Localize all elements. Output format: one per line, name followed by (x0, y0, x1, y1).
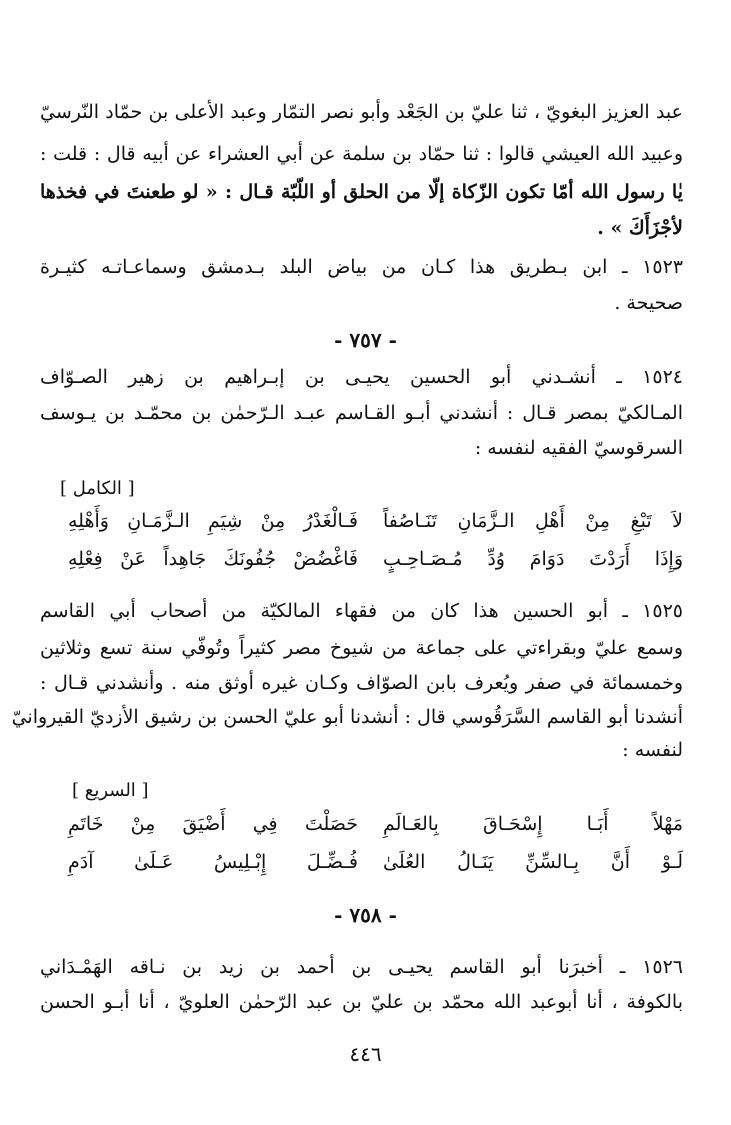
text-line: لنفسه : (622, 739, 683, 761)
text-line: وسمع عليّ وبقراءتي على جماعة من شيوخ مصر كثيراً وتُوفّي سنة تسع وثلاثين (40, 637, 683, 659)
verse-hemistich: لَـوْ أَنَّ بِـالسِّنِّ يَنَـالُ العُلَىٰ (383, 851, 683, 873)
text-line: عبد العزيز البغويّ ، ثنا عليّ بن الجَعْد وأبو نصر التمّار وعبد الأعلى بن حمّاد النّرسيّ (40, 101, 683, 123)
verse-hemistich: فُـضِّـلَ إِبْـلِيسُ عَـلَىٰ آدَمِ (68, 851, 358, 873)
text-line: صحيحة . (614, 292, 683, 314)
text-line: ١٥٢٤ ـ أنشـدني أبو الحسين يحيـى بن إبـراهيم بن زهير الصـوّاف (40, 366, 683, 388)
text-line: يٰا رسول الله أمّا تكون الزّكاة إلّا من الحلق أو اللّبّة قـال : « لو طعنتَ في فخذها (40, 181, 683, 203)
text-line: ١٥٢٣ ـ ابن بـطريق هذا كـان من بياض البلد بـدمشق وسماعـاتـه كثيـرة (40, 256, 683, 278)
text-line: السرقوسيّ الفقيه لنفسه : (474, 437, 683, 459)
page-number: ٤٤٦ (349, 1042, 382, 1066)
verse-hemistich: فَاغْضُضْ جُفُونَكَ جَاهِداً عَنْ فِعْلِهِ (68, 548, 358, 570)
verse-hemistich: فَـالْغَدْرُ مِنْ شِيَمِ الـزَّمَـانِ وَأَهْلِهِ (68, 510, 358, 532)
text-line: ١٥٢٦ ـ أخبرَنا أبو القاسم يحيـى بن أحمد بن زيد بن نـاقه الهَمْـدَاني (40, 956, 683, 978)
section-number: - ٧٥٧ - (334, 328, 397, 352)
verse-hemistich: مَهْلاً أَبَـا إِسْحَـاقَ بِالعَـالَمِ (383, 813, 683, 835)
meter-label: [ السريع ] (72, 780, 149, 801)
text-line: لأجْزَأَكَ » . (597, 217, 683, 239)
text-line: وخمسمائة في صفر ويُعرف بابن الصوّاف وكـان غيره أوثق منه . وأنشدني قـال : (40, 672, 683, 694)
verse-hemistich: حَصَلْتَ فِي أَضْيَقَ مِنْ خَاتَمِ (68, 813, 358, 835)
verse-hemistich: لاَ تَبْغِ مِنْ أَهْلِ الـزَّمَانِ تَنَـاصُفاً (383, 510, 683, 532)
text-line: أنشدنا أبو القاسم السَّرَقُوسي قال : أنشدنا أبو عليّ الحسن بن رشيق الأزديّ القيروانيّ (11, 706, 683, 728)
verse-hemistich: وَإِذَا أَرَدْتَ دَوَامَ وُدِّ مُـصَـاحِـبٍ (383, 548, 683, 570)
text-line: المـالكيّ بمصر قـال : أنشدني أبـو القـاسم عبـد الـرّحمٰن بن محمّـد بن يـوسف (40, 402, 683, 424)
text-line: وعبيد الله العيشي قالوا : ثنا حمّاد بن سلمة عن أبي العشراء عن أبيه قال : قلت : (40, 143, 683, 165)
text-line: بالكوفة ، أنا أبوعبد الله محمّد بن عليّ بن عبد الرّحمٰن العلويّ ، أنا أبـو الحسن (40, 991, 683, 1013)
text-line: ١٥٢٥ ـ أبو الحسين هذا كان من فقهاء المالكيّة من أصحاب أبي القاسم (40, 600, 683, 622)
meter-label: [ الكامل ] (60, 478, 135, 499)
section-number: - ٧٥٨ - (334, 903, 397, 927)
